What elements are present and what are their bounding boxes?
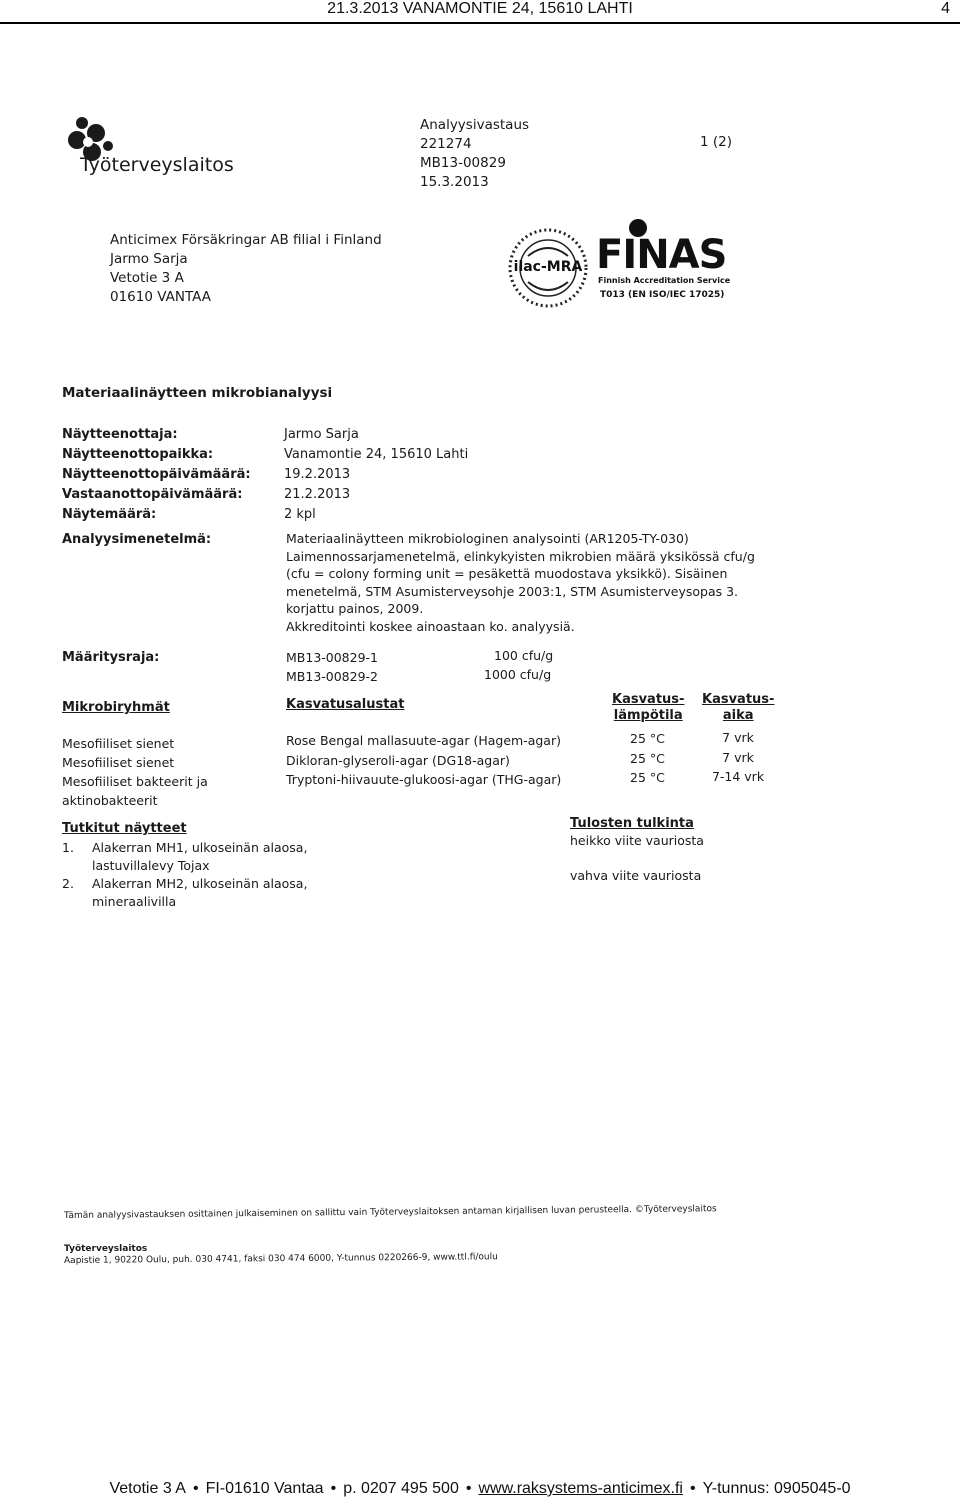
- row-medium: Dikloran-glyseroli-agar (DG18-agar): [286, 752, 510, 768]
- method-line: Laimennossarjamenetelmä, elinkykyisten mikrobien määrä yksikössä cfu/g: [286, 548, 755, 564]
- info-label: Näytteenottaja:: [62, 427, 178, 442]
- table-col-time: [708, 728, 768, 787]
- bullet-icon: •: [192, 1480, 199, 1497]
- row-group: Mesofiiliset sienet: [62, 755, 175, 770]
- row-temp: 25 °C: [630, 750, 665, 766]
- table-col-medium: [286, 731, 561, 790]
- footer-business-id: Y-tunnus: 0905045-0: [702, 1480, 851, 1497]
- samples-list: [62, 839, 307, 911]
- disclaimer: Tämän analyysivastauksen osittainen julkaiseminen on sallittu vain Työterveyslaitoksen antaman kirjallisen luvan perusteella. ©Työterveyslaitos: [63, 1204, 717, 1221]
- info-label: Näytemäärä:: [62, 507, 157, 522]
- method-line: korjattu painos, 2009.: [286, 601, 424, 616]
- info-value: 21.2.2013: [284, 487, 351, 502]
- finas-logo: FINAS: [596, 232, 727, 278]
- method-text: [286, 530, 755, 635]
- logo-name: Työterveyslaitos: [80, 154, 234, 176]
- org-address: Aapistie 1, 90220 Oulu, puh. 030 4741, faksi 030 474 6000, Y-tunnus 0220266-9, www.ttl.fi/oulu: [63, 1252, 498, 1266]
- limit-sample: MB13-00829-2: [286, 669, 379, 684]
- method-label: Analyysimenetelmä:: [62, 532, 212, 547]
- table-row: [62, 734, 208, 810]
- row-medium: Tryptoni-hiivauute-glukoosi-agar (THG-agar): [286, 772, 562, 787]
- detection-limit-label: Määritysraja:: [62, 650, 160, 665]
- sample-line: Alakerran MH1, ulkoseinän alaosa,: [92, 840, 308, 855]
- method-line: menetelmä, STM Asumisterveysohje 2003:1, STM Asumisterveysopas 3.: [286, 583, 739, 599]
- row-medium: Rose Bengal mallasuute-agar (Hagem-agar): [286, 733, 561, 748]
- row-group: aktinobakteerit: [62, 793, 158, 808]
- list-item: [62, 839, 307, 857]
- sample-num: 2.: [62, 876, 74, 891]
- finas-subtitle: Finnish Accreditation Service: [598, 276, 731, 285]
- row-temp: 25 °C: [630, 770, 665, 785]
- col-header-temp-line: lämpötila: [613, 708, 683, 723]
- recipient-address: [110, 231, 382, 307]
- col-header-time-line: aika: [722, 708, 754, 723]
- footer-website-link[interactable]: www.raksystems-anticimex.fi: [478, 1480, 683, 1497]
- row-time: 7 vrk: [722, 730, 754, 745]
- footer-city: FI-01610 Vantaa: [205, 1480, 324, 1497]
- table-col-temp: [630, 729, 665, 788]
- report-info: [420, 116, 529, 192]
- report-type: Analyysivastaus: [420, 117, 530, 133]
- header-page-number: 4: [941, 0, 950, 17]
- info-label: Vastaanottopäivämäärä:: [62, 487, 243, 502]
- report-id: MB13-00829: [420, 155, 506, 171]
- row-time: 7-14 vrk: [711, 769, 765, 784]
- col-header-group: Mikrobiryhmät: [62, 700, 170, 715]
- report-date: 15.3.2013: [420, 174, 489, 190]
- interpretation-item: vahva viite vauriosta: [570, 868, 702, 883]
- report-page: 1 (2): [700, 134, 733, 150]
- info-value: Jarmo Sarja: [284, 427, 359, 442]
- bullet-icon: •: [330, 1480, 337, 1497]
- col-header-medium: Kasvatusalustat: [286, 697, 405, 712]
- interpretation-item: heikko viite vauriosta: [570, 833, 704, 848]
- page-footer: [0, 1480, 960, 1498]
- section-title: Materiaalinäytteen mikrobianalyysi: [62, 385, 333, 401]
- recipient-line: Jarmo Sarja: [110, 251, 188, 267]
- col-header-time: [702, 692, 774, 724]
- col-header-time-line: Kasvatus-: [702, 692, 775, 707]
- list-item: [62, 875, 307, 893]
- samples-title: Tutkitut näytteet: [62, 821, 187, 836]
- org-name: Työterveyslaitos: [64, 1244, 148, 1254]
- sample-num: 1.: [62, 840, 74, 855]
- row-temp: 25 °C: [630, 731, 665, 746]
- recipient-line: Anticimex Försäkringar AB filial i Finland: [110, 232, 382, 248]
- ilac-mra-seal: [506, 226, 590, 310]
- bullet-icon: •: [465, 1480, 472, 1497]
- info-value: 2 kpl: [284, 507, 316, 522]
- method-line: Materiaalinäytteen mikrobiologinen analysointi (AR1205-TY-030): [286, 531, 689, 546]
- row-time: 7 vrk: [722, 749, 754, 765]
- info-value: 19.2.2013: [284, 467, 351, 482]
- ilac-label: ilac-MRA: [513, 259, 583, 275]
- recipient-line: 01610 VANTAA: [110, 289, 211, 305]
- limit-value: 100 cfu/g: [494, 648, 554, 663]
- detection-limit-values: [480, 646, 553, 684]
- row-group: Mesofiiliset bakteerit ja: [62, 774, 208, 789]
- header-title: 21.3.2013 VANAMONTIE 24, 15610 LAHTI: [327, 0, 633, 17]
- info-label: Näytteenottopäivämäärä:: [62, 467, 251, 482]
- sample-line: lastuvillalevy Tojax: [92, 858, 210, 873]
- footer-phone: p. 0207 495 500: [343, 1480, 459, 1497]
- col-header-temp: [612, 692, 684, 724]
- sample-line: mineraalivilla: [92, 894, 177, 909]
- recipient-line: Vetotie 3 A: [110, 270, 184, 286]
- row-group: Mesofiiliset sienet: [62, 736, 175, 751]
- info-label: Näytteenottopaikka:: [62, 447, 214, 462]
- col-header-temp-line: Kasvatus-: [612, 692, 685, 707]
- info-values: [284, 425, 468, 525]
- finas-code: T013 (EN ISO/IEC 17025): [600, 290, 725, 300]
- method-line: (cfu = colony forming unit = pesäkettä muodostava yksikkö). Sisäinen: [286, 566, 728, 581]
- detection-limit-samples: [286, 648, 378, 686]
- limit-sample: MB13-00829-1: [286, 650, 379, 665]
- info-value: Vanamontie 24, 15610 Lahti: [284, 447, 469, 462]
- interpretation-title: Tulosten tulkinta: [570, 816, 694, 831]
- method-line: Akkreditointi koskee ainoastaan ko. analyysiä.: [286, 618, 575, 634]
- bullet-icon: •: [689, 1480, 696, 1497]
- sample-line: Alakerran MH2, ulkoseinän alaosa,: [92, 876, 308, 891]
- report-number: 221274: [420, 136, 472, 152]
- footer-address: Vetotie 3 A: [109, 1480, 186, 1497]
- limit-value: 1000 cfu/g: [484, 667, 552, 682]
- info-labels: [62, 425, 251, 525]
